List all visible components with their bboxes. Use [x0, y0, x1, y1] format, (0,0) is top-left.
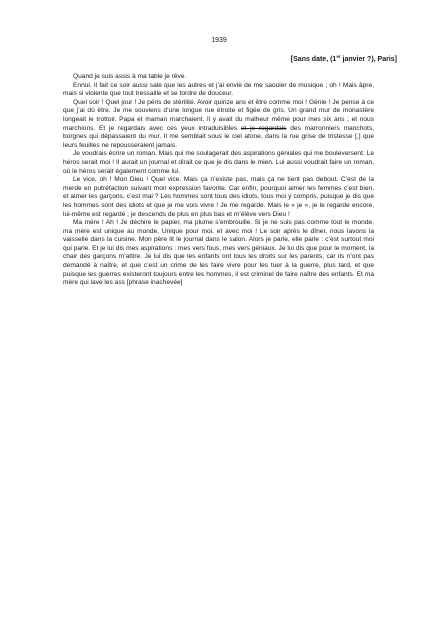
paragraph-3-end: des marronniers manchots, borgnes qui dépassaient du mur. Il me semblait sous le ciel atone, dans la rue grise de tristesse [,] que leurs feuilles ne repousseraient jamais.	[63, 124, 374, 149]
dateline-start: [Sans date, (1	[290, 56, 337, 63]
paragraph-2: Ennui. Il fait ce soir aussi sale que les autres et j’ai envie de me saouler de musique ; oh ! Mais âpre, mais si violente que tout tressaille et se tordre de douceur.	[63, 81, 374, 98]
paragraph-1: Quand je suis assis à ma table je rêve.	[73, 73, 187, 80]
paragraph-5: Le vice, oh ! Mon Dieu ! Quel vice. Mais ça n’existe pas, mais ça ne tient pas debout. C’est de la merde en putréfaction suivant mon expression favorite. Car enfin, pourquoi aimer les femmes c’est bien, et aimer les garçons, c’est mal ? Les hommes sont tous des idiots, tous moi y compris, puisque je dis que les hommes sont des idiots et que je me vois vivre ! Je me regarde. Mais le « je », je le regarde encore, lui-même est regardé ; je descends de plus en plus bas et m’élève vers Dieu !	[63, 176, 374, 218]
paragraph-4: Je voudrais écrire un roman. Mais qui me soulagerait des aspirations géniales qui me bouleversent. Le héros serait moi ! Il aurait un journal et dirait ce que je dis dans le mien. Lui aussi voudrait faire un roman, où le héros serait également comme lui.	[63, 150, 374, 175]
page-header-year: 1939	[211, 37, 227, 44]
dateline	[291, 55, 397, 64]
struck-through-text: et je regardais	[240, 124, 287, 132]
dateline-end: janvier ?), Paris]	[340, 56, 397, 63]
dateline-superscript: er	[336, 54, 341, 59]
paragraph-3	[63, 99, 374, 151]
paragraph-3-start: Quel soir ! Quel jour ! Je péris de stérilité. Avoir quinze ans et être comme moi ! Génie ! Je pense à ce que j’ai dû être. Je me souviens d’une longue rue étroite et figée de gris. Un grand mur de monastère longeait le trottoir. Papa et maman marchaient. Il y avait du malheur même pour mes six ans ; et nous marchions. Et je regardais avec ces yeux intraduisibles	[63, 98, 374, 132]
body-text	[63, 73, 374, 288]
paragraph-6: Ma mère ! Ah ! Je déchire le papier, ma plume s’embrouille. Si je ne suis pas comme tout le monde, ma mère est unique au monde, Unique pour moi, et avec moi ! Le soir après le dîner, nous lavons la vaisselle dans la cuisine. Mon père lit le journal dans le salon. Alors je parle, elle parle : c’est surtout moi qui parle. Et je lui dis mes aspirations : mes vers fous, mes vers géniaux. Je lui dis que pour le moment, la chair des garçons m’attire. Je lui dis que les enfants ont tous les droits sur les parents, car ils n’ont pas demandé à naître, et que c’est un crime de les faire vivre pour les tuer à la guerre, plus tard, et que puisque les guerres existeront toujours entre les hommes, il est criminel de faire naître des enfants. Et ma mère qui lave les ass [phrase inachevée]	[63, 219, 374, 287]
